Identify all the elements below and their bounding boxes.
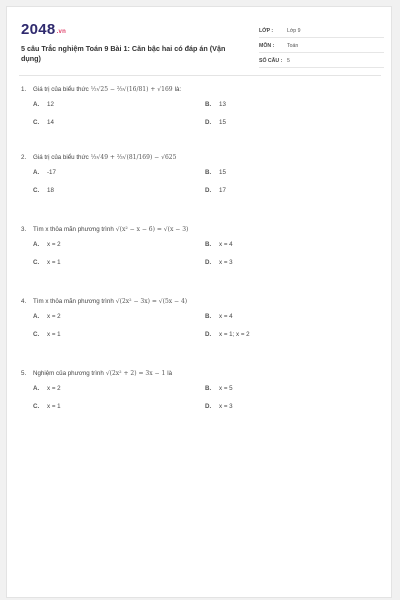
question-text: Giá trị của biểu thức [33, 153, 89, 161]
option-letter: A. [33, 384, 40, 392]
option-value: x = 2 [47, 312, 61, 320]
answer-options [21, 167, 381, 203]
option-c[interactable] [33, 329, 61, 339]
option-b[interactable] [205, 311, 233, 321]
option-value: x = 1; x = 2 [219, 330, 250, 338]
logo-text: 2048 [21, 21, 56, 38]
question-5 [21, 367, 381, 419]
question-number: 1. [21, 85, 27, 93]
option-d[interactable] [205, 401, 233, 411]
question-text: Nghiệm của phương trình [33, 369, 104, 377]
answer-options [21, 239, 381, 275]
option-value: x = 5 [219, 384, 233, 392]
question-number: 2. [21, 153, 27, 161]
option-value: 18 [47, 186, 54, 194]
logo[interactable] [21, 21, 66, 38]
question-number: 5. [21, 369, 27, 377]
option-d[interactable] [205, 329, 250, 339]
option-value: 15 [219, 118, 226, 126]
meta-value: 5 [287, 58, 290, 64]
question-text: Tìm x thỏa mãn phương trình [33, 297, 114, 305]
option-value: -17 [47, 168, 56, 176]
question-stem [21, 223, 381, 235]
option-a[interactable] [33, 239, 61, 249]
meta-key: SỐ CÂU : [259, 58, 283, 64]
option-letter: D. [205, 402, 212, 410]
option-d[interactable] [205, 185, 226, 195]
option-b[interactable] [205, 167, 226, 177]
option-letter: C. [33, 402, 40, 410]
option-d[interactable] [205, 257, 233, 267]
option-b[interactable] [205, 239, 233, 249]
meta-row-subject [259, 40, 384, 53]
option-value: x = 4 [219, 312, 233, 320]
meta-value: Lớp 9 [287, 28, 301, 34]
meta-key: LỚP : [259, 28, 274, 34]
option-a[interactable] [33, 167, 56, 177]
document-page [6, 6, 392, 598]
option-value: 15 [219, 168, 226, 176]
question-text: Tìm x thỏa mãn phương trình [33, 225, 114, 233]
question-tail: là: [174, 85, 182, 93]
option-letter: A. [33, 312, 40, 320]
question-4 [21, 295, 381, 347]
option-letter: D. [205, 330, 212, 338]
option-letter: A. [33, 168, 40, 176]
option-letter: D. [205, 118, 212, 126]
question-stem [21, 367, 381, 379]
option-letter: C. [33, 258, 40, 266]
option-value: x = 3 [219, 402, 233, 410]
question-formula: ⅓√49 + ⅔√(81/169) − √625 [90, 153, 177, 161]
answer-options [21, 383, 381, 419]
meta-row-count [259, 55, 384, 68]
option-c[interactable] [33, 185, 54, 195]
option-value: x = 4 [219, 240, 233, 248]
option-b[interactable] [205, 99, 226, 109]
question-2 [21, 151, 381, 203]
question-text: Giá trị của biểu thức [33, 85, 89, 93]
option-letter: D. [205, 258, 212, 266]
answer-options [21, 99, 381, 135]
meta-row-class [259, 25, 384, 38]
option-letter: B. [205, 240, 212, 248]
meta-key: MÔN : [259, 43, 275, 49]
option-value: 12 [47, 100, 54, 108]
option-value: 13 [219, 100, 226, 108]
question-stem [21, 151, 381, 163]
meta-info [259, 25, 384, 70]
option-letter: B. [205, 100, 212, 108]
option-letter: A. [33, 100, 40, 108]
option-value: x = 1 [47, 330, 61, 338]
option-value: x = 1 [47, 402, 61, 410]
answer-options [21, 311, 381, 347]
question-number: 3. [21, 225, 27, 233]
option-a[interactable] [33, 311, 61, 321]
option-b[interactable] [205, 383, 233, 393]
option-c[interactable] [33, 257, 61, 267]
option-value: 14 [47, 118, 54, 126]
question-3 [21, 223, 381, 275]
option-letter: D. [205, 186, 212, 194]
header [19, 17, 381, 67]
page-title: 5 câu Trắc nghiệm Toán 9 Bài 1: Căn bậc hai có đáp án (Vận dụng) [21, 44, 226, 63]
option-letter: C. [33, 118, 40, 126]
option-letter: C. [33, 186, 40, 194]
option-letter: C. [33, 330, 40, 338]
option-letter: A. [33, 240, 40, 248]
option-value: x = 3 [219, 258, 233, 266]
question-stem [21, 83, 381, 95]
option-value: x = 2 [47, 384, 61, 392]
question-formula: √(2x² − 3x) = √(5x − 4) [115, 297, 188, 305]
question-formula: ½√25 − ⅔√(16/81) + √169 [90, 85, 173, 93]
logo-suffix: .vn [56, 29, 67, 35]
header-divider [19, 75, 381, 76]
option-a[interactable] [33, 99, 54, 109]
option-d[interactable] [205, 117, 226, 127]
option-value: x = 2 [47, 240, 61, 248]
option-letter: B. [205, 168, 212, 176]
option-letter: B. [205, 384, 212, 392]
question-tail: là [167, 369, 173, 377]
question-1 [21, 83, 381, 135]
option-a[interactable] [33, 383, 61, 393]
question-stem [21, 295, 381, 307]
option-value: x = 1 [47, 258, 61, 266]
option-value: 17 [219, 186, 226, 194]
option-letter: B. [205, 312, 212, 320]
option-c[interactable] [33, 117, 54, 127]
option-c[interactable] [33, 401, 61, 411]
meta-value: Toán [287, 43, 299, 49]
question-formula: √(x² − x − 6) = √(x − 3) [115, 225, 189, 233]
question-number: 4. [21, 297, 27, 305]
question-formula: √(2x² + 2) = 3x − 1 [105, 369, 166, 377]
